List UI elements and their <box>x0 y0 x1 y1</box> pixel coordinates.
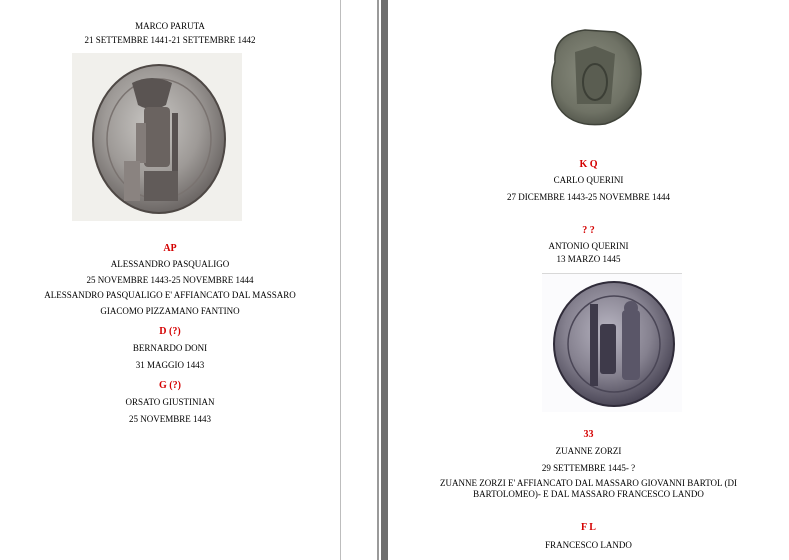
ruler-title: MARCO PARUTA <box>135 21 205 31</box>
mark-ap-dates: 25 NOVEMBRE 1443-25 NOVEMBRE 1444 <box>86 275 254 285</box>
left-page <box>0 0 340 560</box>
coin-image-zorzi <box>542 274 682 412</box>
mark-qq: ? ? <box>582 225 595 236</box>
mark-33-dates: 29 SETTEMBRE 1445- ? <box>541 463 636 473</box>
mark-g: G (?) <box>159 380 181 391</box>
mark-kq-name: CARLO QUERINI <box>553 175 624 185</box>
mark-qq-name: ANTONIO QUERINI <box>548 241 629 251</box>
mark-qq-date: 13 MARZO 1445 <box>556 254 621 264</box>
mark-33-name: ZUANNE ZORZI <box>555 446 622 456</box>
mark-kq: K Q <box>579 159 598 170</box>
mark-33-note-2: BARTOLOMEO)- E DAL MASSARO FRANCESCO LANDO <box>473 489 704 499</box>
ruler-dates: 21 SETTEMBRE 1441-21 SETTEMBRE 1442 <box>84 35 256 45</box>
coin-image-querini <box>545 22 647 130</box>
mark-kq-dates: 27 DICEMBRE 1443-25 NOVEMBRE 1444 <box>506 192 670 202</box>
mark-fl-name: FRANCESCO LANDO <box>545 540 632 550</box>
mark-33-note-1: ZUANNE ZORZI E' AFFIANCATO DAL MASSARO GIOVANNI BARTOL (DI <box>440 478 737 488</box>
coin-image-paruta <box>72 53 242 221</box>
mark-g-date: 25 NOVEMBRE 1443 <box>128 414 211 424</box>
mark-33: 33 <box>583 429 594 440</box>
mark-ap-note-2: GIACOMO PIZZAMANO FANTINO <box>100 306 240 316</box>
mark-ap-name: ALESSANDRO PASQUALIGO <box>110 259 230 269</box>
mark-d-name: BERNARDO DONI <box>132 343 208 353</box>
mark-d: D (?) <box>159 326 181 337</box>
mark-ap: AP <box>163 243 177 254</box>
mark-g-name: ORSATO GIUSTINIAN <box>125 397 215 407</box>
mark-d-date: 31 MAGGIO 1443 <box>135 360 205 370</box>
mark-ap-note-1: ALESSANDRO PASQUALIGO E' AFFIANCATO DAL MASSARO <box>44 290 296 300</box>
right-page <box>388 0 789 560</box>
page-gutter <box>340 0 388 560</box>
mark-fl: F L <box>581 522 596 533</box>
